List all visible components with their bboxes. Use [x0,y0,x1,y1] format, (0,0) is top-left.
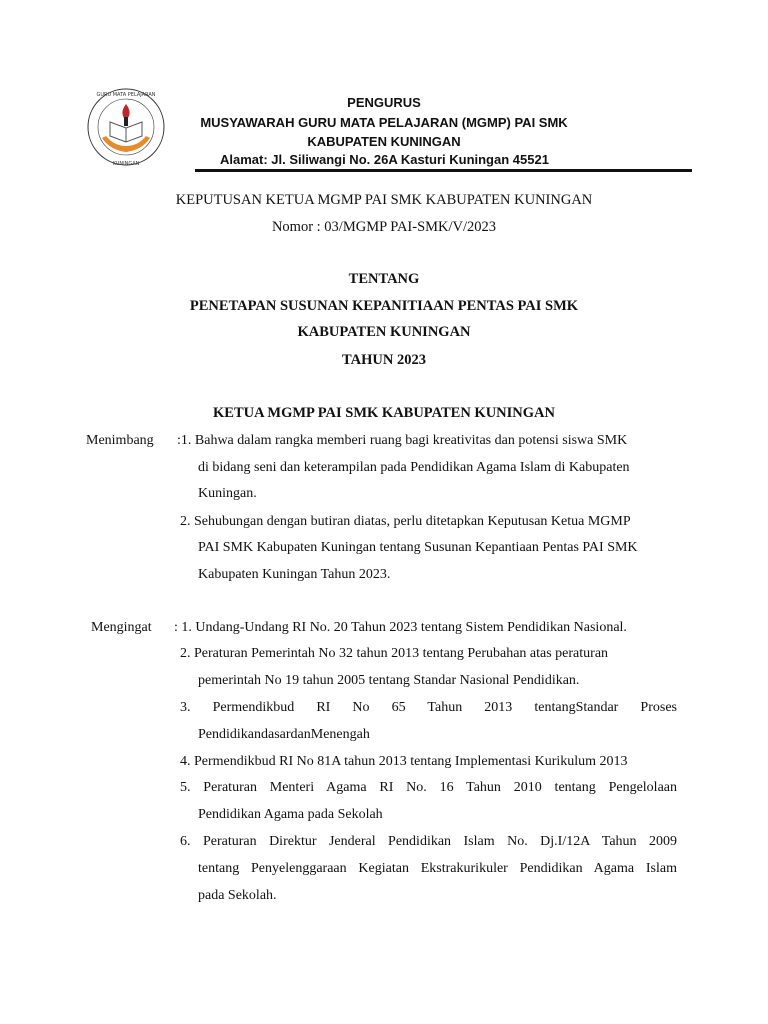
mengingat-item-5: 5. Peraturan Menteri Agama RI No. 16 Tahun 2010 tentang Pengelolaan [180,780,677,795]
decree-number: Nomor : 03/MGMP PAI-SMK/V/2023 [271,219,497,235]
mengingat-item-6: 6. Peraturan Direktur Jenderal Pendidikan Islam No. Dj.I/12A Tahun 2009 [180,834,677,849]
menimbang-item-2: 2. Sehubungan dengan butiran diatas, perlu ditetapkan Keputusan Ketua MGMP [180,514,631,529]
mengingat-item-2-line2: pemerintah No 19 tahun 2005 tentang Standar Nasional Pendidikan. [198,673,580,688]
svg-text:GURU MATA PELAJARAN: GURU MATA PELAJARAN [96,92,156,98]
mengingat-label: Mengingat [91,620,152,635]
mengingat-item-2: 2. Peraturan Pemerintah No 32 tahun 2013 tentang Perubahan atas peraturan [180,646,609,661]
menimbang-label: Menimbang [86,433,154,448]
mengingat-item-3: 3. Permendikbud RI No 65 Tahun 2013 tentangStandar Proses [180,700,677,715]
mengingat-item-3-line2: PendidikandasardanMenengah [198,727,370,742]
decree-subject-line1: PENETAPAN SUSUNAN KEPANITIAAN PENTAS PAI SMK [189,298,579,314]
mengingat-item-6-line2: tentang Penyelenggaraan Kegiatan Ekstrakurikuler Pendidikan Agama Islam [198,861,677,876]
decree-title: KEPUTUSAN KETUA MGMP PAI SMK KABUPATEN KUNINGAN [175,192,593,208]
menimbang-item-1: :1. Bahwa dalam rangka memberi ruang bagi kreativitas dan potensi siswa SMK [177,433,628,448]
menimbang-item-2-line3: Kabupaten Kuningan Tahun 2023. [198,567,391,582]
decree-year: TAHUN 2023 [342,352,426,368]
mengingat-item-5-line2: Pendidikan Agama pada Sekolah [198,807,383,822]
menimbang-item-1-line3: Kuningan. [198,486,257,501]
decree-about: TENTANG [348,271,420,287]
letterhead-divider [195,169,692,172]
menimbang-item-1-line2: di bidang seni dan keterampilan pada Pendidikan Agama Islam di Kabupaten [198,460,630,475]
letterhead-organization: MUSYAWARAH GURU MATA PELAJARAN (MGMP) PAI SMK [200,115,568,130]
decree-subject-line2: KABUPATEN KUNINGAN [297,324,471,340]
letterhead-address: Alamat: Jl. Siliwangi No. 26A Kasturi Kuningan 45521 [220,152,549,167]
letterhead-region: KABUPATEN KUNINGAN [307,134,461,149]
letterhead-title: PENGURUS [347,95,421,110]
mengingat-item-6-line3: pada Sekolah. [198,888,277,903]
decree-issuer: KETUA MGMP PAI SMK KABUPATEN KUNINGAN [213,405,555,421]
mengingat-item-1: : 1. Undang-Undang RI No. 20 Tahun 2023 tentang Sistem Pendidikan Nasional. [174,620,627,635]
menimbang-item-2-line2: PAI SMK Kabupaten Kuningan tentang Susunan Kepantiaan Pentas PAI SMK [198,540,638,555]
svg-text:KUNINGAN: KUNINGAN [112,161,140,167]
mengingat-item-4: 4. Permendikbud RI No 81A tahun 2013 tentang Implementasi Kurikulum 2013 [180,754,628,769]
